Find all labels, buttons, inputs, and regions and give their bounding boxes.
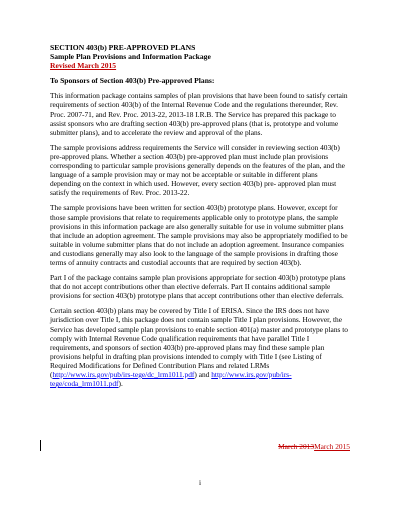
document-subtitle: Sample Plan Provisions and Information Package: [50, 52, 211, 62]
paragraph-5: [50, 306, 350, 388]
page-number: i: [198, 478, 202, 487]
paragraph-5-text: Certain section 403(b) plans may be covered by Title I of ERISA. Since the IRS does not have jurisdiction over Title I, this package does not contain sample Title I plan provisions. However, the Service has developed sample plan provisions to enable section 401(a) master and prototype plans to comply with Internal Revenue Code qualification requirements that have parallel Title I requirements, and sponsors of section 403(b) pre-approved plans may find these sample plan provisions helpful in drafting plan provisions intended to comply with Title I (see Listing of Required Modifications for Defined Contribution Plans and related LRMs (: [50, 306, 349, 379]
paragraph-4: Part I of the package contains sample plan provisions appropriate for section 403(b) prototype plans that do not accept contributions other than elective deferrals. Part II contains additional sample provisions for section 403(b) prototype plans that accept contributions other than elective deferrals.: [50, 273, 346, 301]
paragraph-3: The sample provisions have been written for section 403(b) prototype plans. However, except for those sample provisions that relate to requirements applicable only to prototype plans, the sample provisions in this information package are also generally suitable for use in volume submitter plans that include an adoption agreement. The sample provisions may also be appropriately modified to be suitable in volume submitter plans that do not include an adoption agreement. Insurance companies and custodians generally may also look to the language of the sample provisions in drafting those terms of annuity contracts and custodial accounts that are required by section 403(b).: [50, 203, 348, 267]
dc-lrm-link[interactable]: http://www.irs.gov/pub/irs-tege/dc_lrm1011.pdf: [52, 370, 195, 379]
revision-dateline: [50, 442, 350, 451]
document-title: SECTION 403(b) PRE-APPROVED PLANS: [50, 43, 196, 52]
inserted-date: March 2015: [314, 442, 350, 451]
paragraph-2: The sample provisions address requirements the Service will consider in reviewing section 403(b) pre-approved plans. Whether a section 403(b) pre-approved plan must include plan provisions corresponding to particular sample provisions generally depends on the features of the plan, and the language of a sample provision may or may not be acceptable or suitable in different plans depending on the context in which used. However, every section 403(b) pre- approved plan must satisfy the requirements of Rev. Proc. 2013-22.: [50, 142, 345, 198]
deleted-date: March 2013: [278, 442, 315, 451]
paragraph-5-between: ) and: [194, 370, 212, 379]
paragraph-5-end: ).: [118, 379, 123, 389]
revision-note: Revised March 2015: [50, 61, 117, 71]
page-content: [50, 43, 350, 394]
paragraph-1: This information package contains samples of plan provisions that have been found to satisfy certain requirements of section 403(b) of the Internal Revenue Code and the regulations thereunder, Rev. Proc. 2007-71, and Rev. Proc. 2013-22, 2013-18 I.R.B. The Service has prepared this package to assist sponsors who are drafting section 403(b) pre-approved plans (that is, prototype and volume submitter plans), and to accelerate the review and approval of the plans.: [50, 91, 348, 137]
change-bar: [40, 440, 41, 451]
coda-lrm-link[interactable]: http://www.irs.gov/pub/irs- tege/coda_lrm1011.pdf: [50, 370, 292, 389]
addressee: To Sponsors of Section 403(b) Pre-approved Plans:: [50, 76, 215, 86]
